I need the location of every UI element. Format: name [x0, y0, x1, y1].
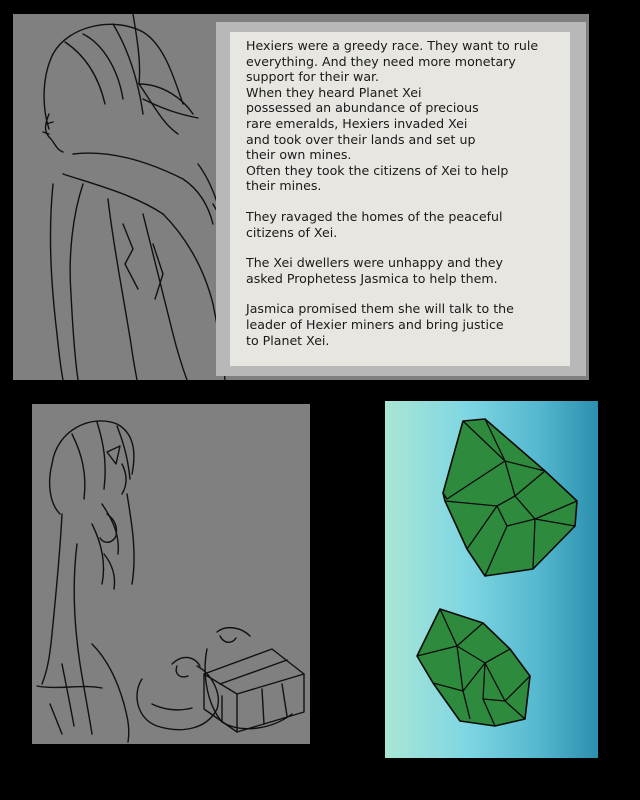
figure-with-sacks-sketch: [32, 404, 310, 744]
caption-line: When they heard Planet Xei: [246, 84, 422, 100]
caption-line: Jasmica promised them she will talk to the: [246, 301, 514, 317]
bottom-right-panel: [385, 401, 598, 758]
caption-line: everything. And they need more monetary: [246, 53, 516, 69]
caption-line: their mines.: [246, 178, 322, 194]
caption-line: rare emeralds, Hexiers invaded Xei: [246, 115, 468, 131]
caption-line: Hexiers were a greedy race. They want to rule: [246, 38, 539, 53]
caption-paragraph: [246, 255, 562, 286]
caption-line: citizens of Xei.: [246, 224, 338, 240]
caption-line: The Xei dwellers were unhappy and they: [246, 255, 503, 271]
caption-paragraph: [246, 209, 562, 240]
caption-paragraph: [246, 301, 562, 348]
narration-caption-box: [230, 32, 570, 366]
caption-line: leader of Hexier miners and bring justice: [246, 316, 504, 332]
emerald-gem-top: [443, 419, 577, 576]
caption-frame: [216, 22, 586, 376]
caption-line: and took over their lands and set up: [246, 131, 476, 147]
caption-line: support for their war.: [246, 69, 380, 85]
caption-line: Often they took the citizens of Xei to help: [246, 162, 509, 178]
caption-line: possessed an abundance of precious: [246, 100, 479, 116]
caption-line: their own mines.: [246, 147, 352, 163]
top-panel: [13, 14, 589, 380]
emeralds-illustration: [385, 401, 598, 758]
caption-line: They ravaged the homes of the peaceful: [246, 208, 503, 224]
caption-line: asked Prophetess Jasmica to help them.: [246, 270, 498, 286]
bottom-left-panel: [32, 404, 310, 744]
caption-line: to Planet Xei.: [246, 332, 330, 348]
caption-paragraph: [246, 38, 562, 194]
